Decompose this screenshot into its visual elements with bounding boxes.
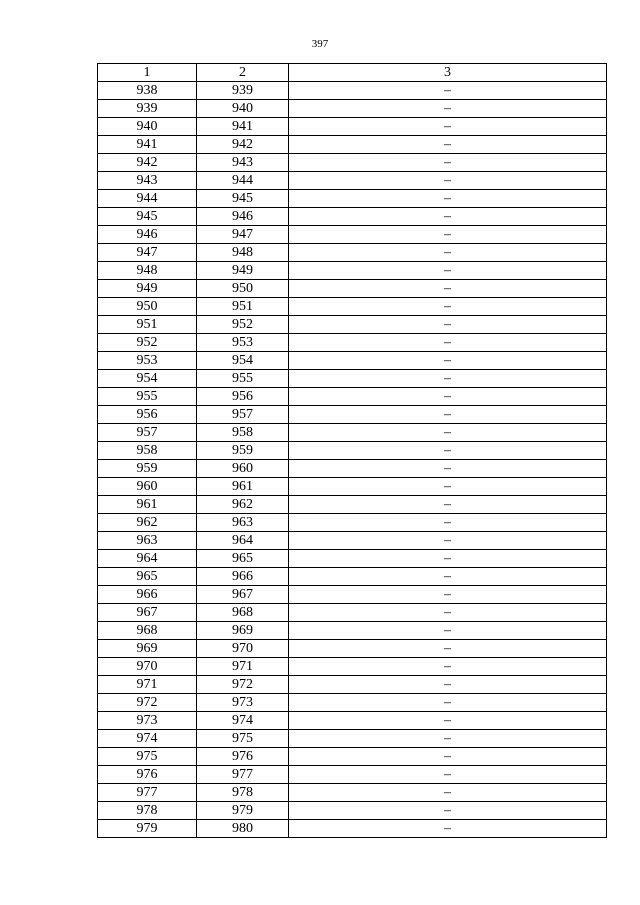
- table-row: [98, 478, 607, 496]
- cell-col-1: 960: [98, 478, 197, 496]
- table-row: [98, 424, 607, 442]
- table-row: [98, 820, 607, 838]
- cell-col-3-dash: –: [289, 118, 607, 136]
- cell-col-3-dash: –: [289, 244, 607, 262]
- cell-col-2: 944: [197, 172, 289, 190]
- cell-col-3-dash: –: [289, 460, 607, 478]
- cell-col-2: 975: [197, 730, 289, 748]
- cell-col-1: 943: [98, 172, 197, 190]
- cell-col-1: 967: [98, 604, 197, 622]
- cell-col-1: 978: [98, 802, 197, 820]
- cell-col-3-dash: –: [289, 766, 607, 784]
- cell-col-3-dash: –: [289, 532, 607, 550]
- cell-col-3-dash: –: [289, 820, 607, 838]
- table-row: [98, 226, 607, 244]
- cell-col-2: 957: [197, 406, 289, 424]
- cell-col-1: 944: [98, 190, 197, 208]
- cell-col-2: 946: [197, 208, 289, 226]
- cell-col-1: 956: [98, 406, 197, 424]
- cell-col-1: 945: [98, 208, 197, 226]
- table-row: [98, 190, 607, 208]
- cell-col-2: 956: [197, 388, 289, 406]
- table-row: [98, 748, 607, 766]
- cell-col-2: 964: [197, 532, 289, 550]
- cell-col-2: 974: [197, 712, 289, 730]
- table-row: [98, 676, 607, 694]
- table-row: [98, 784, 607, 802]
- cell-col-3-dash: –: [289, 712, 607, 730]
- cell-col-3-dash: –: [289, 478, 607, 496]
- cell-col-3-dash: –: [289, 730, 607, 748]
- cell-col-1: 947: [98, 244, 197, 262]
- cell-col-2: 980: [197, 820, 289, 838]
- cell-col-3-dash: –: [289, 784, 607, 802]
- cell-col-3-dash: –: [289, 100, 607, 118]
- cell-col-2: 955: [197, 370, 289, 388]
- cell-col-2: 977: [197, 766, 289, 784]
- cell-col-2: 943: [197, 154, 289, 172]
- cell-col-3-dash: –: [289, 82, 607, 100]
- cell-col-1: 961: [98, 496, 197, 514]
- table-row: [98, 442, 607, 460]
- cell-col-2: 953: [197, 334, 289, 352]
- column-header-3: 3: [289, 64, 607, 82]
- cell-col-2: 939: [197, 82, 289, 100]
- cell-col-3-dash: –: [289, 388, 607, 406]
- cell-col-3-dash: –: [289, 658, 607, 676]
- cell-col-2: 945: [197, 190, 289, 208]
- table-row: [98, 712, 607, 730]
- cell-col-3-dash: –: [289, 352, 607, 370]
- cell-col-3-dash: –: [289, 316, 607, 334]
- cell-col-1: 962: [98, 514, 197, 532]
- cell-col-3-dash: –: [289, 406, 607, 424]
- cell-col-2: 963: [197, 514, 289, 532]
- table-row: [98, 208, 607, 226]
- cell-col-3-dash: –: [289, 262, 607, 280]
- cell-col-1: 979: [98, 820, 197, 838]
- cell-col-2: 952: [197, 316, 289, 334]
- table-row: [98, 658, 607, 676]
- table-row: [98, 568, 607, 586]
- cell-col-1: 946: [98, 226, 197, 244]
- cell-col-3-dash: –: [289, 748, 607, 766]
- cell-col-3-dash: –: [289, 586, 607, 604]
- table-row: [98, 388, 607, 406]
- cell-col-1: 955: [98, 388, 197, 406]
- cell-col-1: 963: [98, 532, 197, 550]
- table-row: [98, 460, 607, 478]
- table-row: [98, 694, 607, 712]
- cell-col-2: 960: [197, 460, 289, 478]
- cell-col-1: 976: [98, 766, 197, 784]
- table-row: [98, 154, 607, 172]
- table-row: [98, 514, 607, 532]
- cell-col-1: 964: [98, 550, 197, 568]
- cell-col-2: 976: [197, 748, 289, 766]
- table-row: [98, 172, 607, 190]
- cell-col-3-dash: –: [289, 676, 607, 694]
- cell-col-3-dash: –: [289, 226, 607, 244]
- cell-col-3-dash: –: [289, 136, 607, 154]
- cell-col-3-dash: –: [289, 550, 607, 568]
- cell-col-2: 973: [197, 694, 289, 712]
- cell-col-1: 953: [98, 352, 197, 370]
- cell-col-3-dash: –: [289, 802, 607, 820]
- cell-col-2: 961: [197, 478, 289, 496]
- cell-col-1: 975: [98, 748, 197, 766]
- cell-col-3-dash: –: [289, 334, 607, 352]
- cell-col-3-dash: –: [289, 640, 607, 658]
- cell-col-3-dash: –: [289, 694, 607, 712]
- cell-col-1: 941: [98, 136, 197, 154]
- table-row: [98, 298, 607, 316]
- table-row: [98, 262, 607, 280]
- cell-col-1: 954: [98, 370, 197, 388]
- table-row: [98, 136, 607, 154]
- cell-col-1: 951: [98, 316, 197, 334]
- cell-col-3-dash: –: [289, 604, 607, 622]
- cell-col-3-dash: –: [289, 172, 607, 190]
- cell-col-1: 949: [98, 280, 197, 298]
- column-header-1: 1: [98, 64, 197, 82]
- table-row: [98, 532, 607, 550]
- cell-col-1: 968: [98, 622, 197, 640]
- table-body: [98, 82, 607, 838]
- table-row: [98, 586, 607, 604]
- cell-col-2: 950: [197, 280, 289, 298]
- table-row: [98, 496, 607, 514]
- cell-col-2: 959: [197, 442, 289, 460]
- table-row: [98, 244, 607, 262]
- table-row: [98, 82, 607, 100]
- table-row: [98, 406, 607, 424]
- cell-col-2: 978: [197, 784, 289, 802]
- cell-col-1: 958: [98, 442, 197, 460]
- cell-col-1: 966: [98, 586, 197, 604]
- cell-col-2: 979: [197, 802, 289, 820]
- table-row: [98, 766, 607, 784]
- cell-col-2: 947: [197, 226, 289, 244]
- cell-col-2: 969: [197, 622, 289, 640]
- cell-col-2: 971: [197, 658, 289, 676]
- cell-col-2: 965: [197, 550, 289, 568]
- cell-col-1: 939: [98, 100, 197, 118]
- page-number: 397: [311, 38, 329, 50]
- table-row: [98, 370, 607, 388]
- cell-col-1: 974: [98, 730, 197, 748]
- table-row: [98, 316, 607, 334]
- cell-col-3-dash: –: [289, 496, 607, 514]
- table-row: [98, 640, 607, 658]
- cell-col-1: 950: [98, 298, 197, 316]
- cell-col-1: 952: [98, 334, 197, 352]
- cell-col-3-dash: –: [289, 208, 607, 226]
- table-row: [98, 118, 607, 136]
- cell-col-2: 966: [197, 568, 289, 586]
- cell-col-1: 948: [98, 262, 197, 280]
- cell-col-3-dash: –: [289, 280, 607, 298]
- table-row: [98, 730, 607, 748]
- cell-col-3-dash: –: [289, 568, 607, 586]
- table-row: [98, 334, 607, 352]
- cell-col-3-dash: –: [289, 442, 607, 460]
- cell-col-3-dash: –: [289, 298, 607, 316]
- cell-col-2: 954: [197, 352, 289, 370]
- table-row: [98, 802, 607, 820]
- cell-col-1: 940: [98, 118, 197, 136]
- cell-col-2: 948: [197, 244, 289, 262]
- cell-col-2: 968: [197, 604, 289, 622]
- cell-col-1: 969: [98, 640, 197, 658]
- cell-col-2: 940: [197, 100, 289, 118]
- cell-col-2: 970: [197, 640, 289, 658]
- cell-col-1: 973: [98, 712, 197, 730]
- table-row: [98, 550, 607, 568]
- cell-col-3-dash: –: [289, 622, 607, 640]
- table-row: [98, 100, 607, 118]
- table-header: [98, 64, 607, 82]
- table-row: [98, 622, 607, 640]
- cell-col-3-dash: –: [289, 154, 607, 172]
- cell-col-1: 938: [98, 82, 197, 100]
- data-table: [97, 63, 607, 838]
- table-row: [98, 352, 607, 370]
- cell-col-1: 942: [98, 154, 197, 172]
- cell-col-1: 977: [98, 784, 197, 802]
- column-header-2: 2: [197, 64, 289, 82]
- cell-col-2: 958: [197, 424, 289, 442]
- cell-col-1: 970: [98, 658, 197, 676]
- cell-col-2: 942: [197, 136, 289, 154]
- table-row: [98, 604, 607, 622]
- cell-col-1: 971: [98, 676, 197, 694]
- table-row: [98, 280, 607, 298]
- cell-col-1: 965: [98, 568, 197, 586]
- cell-col-3-dash: –: [289, 424, 607, 442]
- cell-col-1: 957: [98, 424, 197, 442]
- cell-col-3-dash: –: [289, 190, 607, 208]
- cell-col-2: 972: [197, 676, 289, 694]
- cell-col-2: 967: [197, 586, 289, 604]
- cell-col-2: 962: [197, 496, 289, 514]
- cell-col-2: 949: [197, 262, 289, 280]
- cell-col-1: 972: [98, 694, 197, 712]
- table-header-row: [98, 64, 607, 82]
- cell-col-1: 959: [98, 460, 197, 478]
- cell-col-3-dash: –: [289, 514, 607, 532]
- cell-col-2: 951: [197, 298, 289, 316]
- cell-col-2: 941: [197, 118, 289, 136]
- cell-col-3-dash: –: [289, 370, 607, 388]
